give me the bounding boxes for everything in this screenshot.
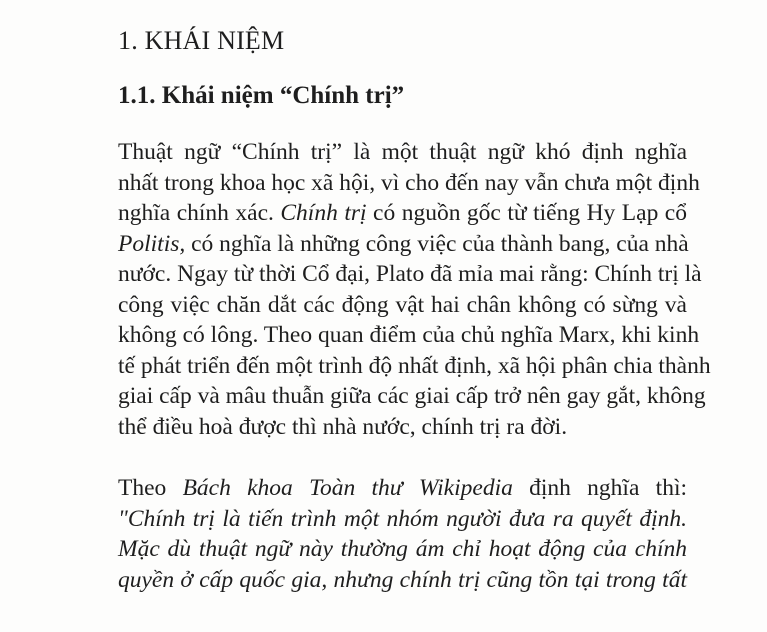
paragraph-line bbox=[118, 290, 687, 321]
paragraph-line bbox=[118, 320, 700, 351]
line-text: tế phát triển đến một trình độ nhất định, xã hội phân chia thành bbox=[118, 352, 711, 379]
paragraph-line bbox=[118, 351, 711, 382]
line-text: Thuật ngữ “Chính trị” là một thuật ngữ khó định nghĩa bbox=[118, 139, 687, 165]
line-text-italic: Chính trị bbox=[280, 200, 367, 226]
line-text-italic: Politis, bbox=[118, 230, 186, 257]
line-text: có nghĩa là những công việc của thành bang, của nhà bbox=[185, 230, 689, 257]
paragraph-1 bbox=[118, 137, 711, 442]
line-text: có nguồn gốc từ tiếng Hy Lạp cổ bbox=[366, 200, 687, 226]
line-text: Theo bbox=[118, 475, 183, 501]
paragraph-line bbox=[118, 229, 687, 260]
section-heading: 1. KHÁI NIỆM bbox=[118, 26, 285, 55]
line-text-italic: Mặc dù thuật ngữ này thường ám chỉ hoạt động của chính bbox=[118, 536, 687, 562]
line-text: nước. Ngay từ thời Cổ đại, Plato đã mỉa mai rằng: Chính trị là bbox=[118, 261, 702, 287]
line-text: định nghĩa thì: bbox=[512, 475, 687, 501]
line-text: thể điều hoà được thì nhà nước, chính trị ra đời. bbox=[118, 413, 568, 440]
paragraph-line bbox=[118, 381, 706, 412]
line-text-italic: Bách khoa Toàn thư Wikipedia bbox=[182, 475, 513, 501]
line-text: công việc chăn dắt các động vật hai chân không có sừng và bbox=[118, 291, 687, 318]
line-text: nghĩa chính xác. bbox=[118, 200, 281, 226]
paragraph-line bbox=[118, 168, 700, 199]
paragraph-line bbox=[118, 412, 687, 443]
paragraph-line bbox=[118, 504, 687, 535]
paragraph-line bbox=[118, 565, 687, 596]
paragraph-line bbox=[118, 534, 687, 565]
paragraph-line bbox=[118, 473, 687, 504]
paragraph-line bbox=[118, 137, 687, 168]
line-text: giai cấp và mâu thuẫn giữa các giai cấp trở nên gay gắt, không bbox=[118, 383, 706, 409]
line-text: không có lông. Theo quan điểm của chủ nghĩa Marx, khi kinh bbox=[118, 322, 700, 348]
subsection-heading: 1.1. Khái niệm “Chính trị” bbox=[118, 82, 405, 109]
paragraph-line bbox=[118, 259, 702, 290]
paragraph-line bbox=[118, 198, 687, 229]
paragraph-2 bbox=[118, 473, 687, 595]
line-text: nhất trong khoa học xã hội, vì cho đến nay vẫn chưa một định bbox=[118, 169, 700, 196]
line-text-italic: "Chính trị là tiến trình một nhóm người đưa ra quyết định. bbox=[118, 505, 687, 532]
line-text-italic: quyền ở cấp quốc gia, nhưng chính trị cũng tồn tại trong tất bbox=[118, 566, 687, 593]
